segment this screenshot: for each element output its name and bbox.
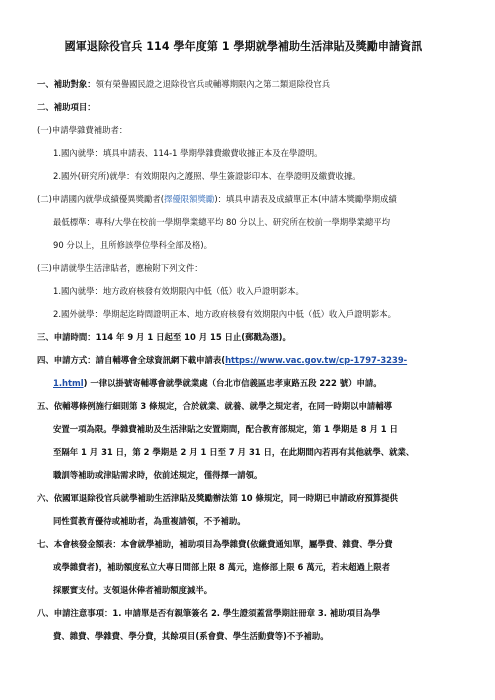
application-form-link[interactable]: https://www.vac.gov.tw/cp-1797-3239-	[225, 355, 408, 365]
section-2-sub1-title: (一)申請學雜費補助者：	[37, 125, 128, 135]
section-2-sub3-title: (三)申請就學生活津貼者，應檢附下列文件：	[37, 263, 203, 273]
section-4-line2	[53, 377, 382, 389]
section-2-sub1-item1: 1.國內就學：填具申請表、114-1 學期學雜費繳費收據正本及在學證明。	[53, 148, 323, 158]
section-5-line3: 至隔年 1 月 31 日，第 2 學期是 2 月 1 日至 7 月 31 日，在此期間內若再有其他就學、就業、	[53, 447, 415, 457]
section-5-line2: 安置一項為限。學雜費補助及生活津貼之安置期間，配合教育部規定，第 1 學期是 8 月 1 日	[53, 424, 398, 434]
section-3: 三、申請時間：114 年 9 月 1 日起至 10 月 15 日止(郵戳為憑)。	[37, 332, 291, 342]
application-form-link-cont[interactable]: 1.html	[53, 378, 84, 388]
section-2-sub2-post: )：填具申請表及成績單正本(申請本獎勵學期成績	[214, 194, 397, 204]
section-7-line3: 採覈實支付。支領退休俸者補助額度減半。	[53, 585, 213, 595]
section-1	[37, 78, 330, 90]
section-4-pre: 四、申請方式：請自輔導會全球資訊網下載申請表(	[37, 355, 226, 365]
section-2-sub2-pre: (二)申請國內就學成績優異獎勵者(	[37, 194, 165, 204]
section-7-line2: 或學雜費者)，補助額度私立大專日間部上限 8 萬元，進修部上限 6 萬元，若未超過上限者	[53, 562, 391, 572]
section-7-line1: 七、本會核發金額表：本會就學補助，補助項目為學雜費(依繳費通知單，屬學費、雜費、學分費	[37, 539, 393, 549]
section-2-sub3-item1: 1.國內就學：地方政府核發有效期限內中低（低）收入戶證明影本。	[53, 286, 304, 296]
section-2-sub2-line1	[37, 193, 397, 205]
section-1-heading: 一、補助對象：	[37, 79, 96, 89]
section-2-sub3-item2: 2.國外就學：學期起迄時間證明正本、地方政府核發有效期限內中低（低）收入戶證明影本。	[53, 309, 396, 319]
section-1-text: 領有榮譽國民證之退除役官兵或輔導期限內之第二類退除役官兵	[95, 79, 331, 89]
section-2-sub1-item2: 2.國外(研究所)就學：有效期限內之護照、學生簽證影印本、在學證明及繳費收據。	[53, 171, 361, 181]
section-6-line2: 同性質教育優待或補助者，為重複請領，不予補助。	[53, 516, 246, 526]
section-8-line2: 費、雜費、學雜費、學分費，其餘項目(系會費、學生活動費等)不予補助。	[53, 631, 329, 641]
section-6-line1: 六、依國軍退除役官兵就學補助生活津貼及獎勵辦法第 10 條規定，同一時期已申請政府預算提供	[37, 493, 398, 503]
section-4-post: ) 一律以掛號寄輔導會就學就業處（台北市信義區忠孝東路五段 222 號）申請。	[83, 378, 382, 388]
section-2-sub2-highlight: 擇優限額獎勵	[164, 194, 215, 204]
section-8-line1: 八、申請注意事項：1. 申請單是否有親筆簽名 2. 學生證須蓋當學期註冊章 3. 補助項目為學	[37, 608, 381, 618]
section-2-sub2-line2: 最低標準：專科/大學在校前一學期學業總平均 80 分以上、研究所在校前一學期學業總平均	[53, 217, 391, 227]
section-5-line1: 五、依輔導條例施行細則第 3 條規定，合於就業、就養、就學之規定者，在同一時期以申請輔導	[37, 401, 393, 411]
section-2-sub2-line3: 90 分以上，且所修該學位學科全部及格)。	[53, 240, 212, 250]
document-title: 國軍退除役官兵 114 學年度第 1 學期就學補助生活津貼及獎勵申請資訊	[64, 40, 423, 53]
section-4-line1	[37, 354, 407, 366]
section-2-heading: 二、補助項目：	[37, 102, 96, 112]
section-5-line4: 職訓等補助或津貼需求時，依前述規定，僅得擇一請領。	[53, 470, 263, 480]
